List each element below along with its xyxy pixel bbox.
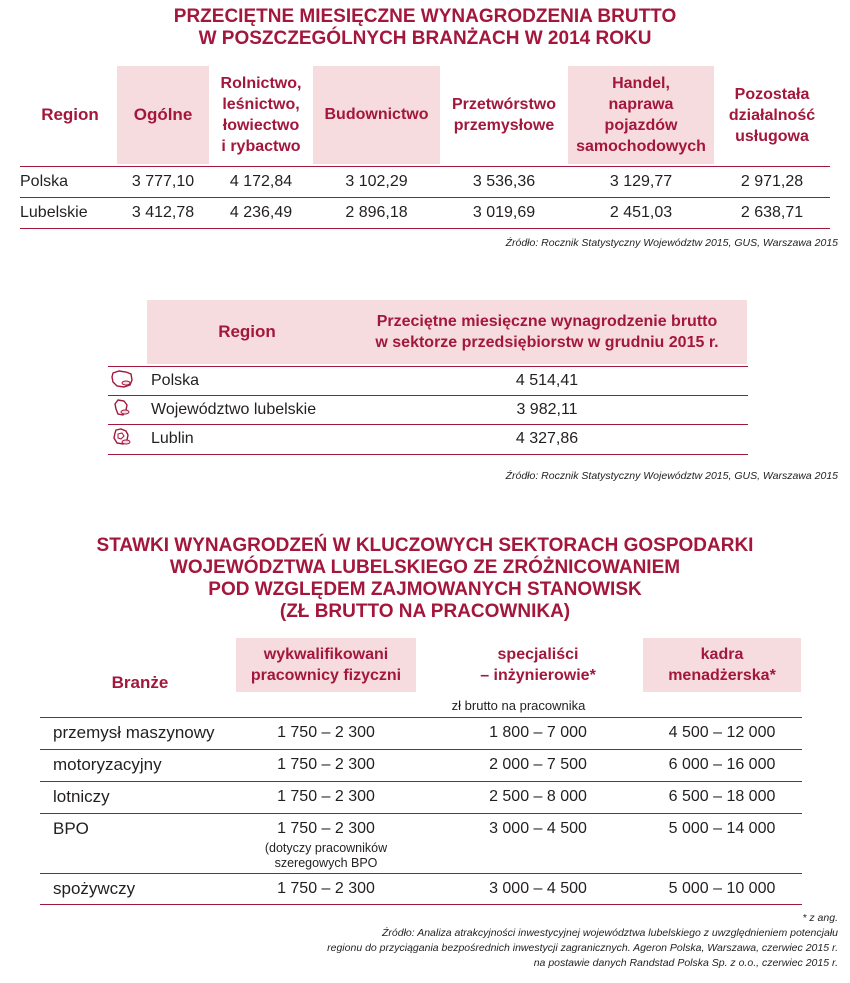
- table3-cell: 6 500 – 18 000: [668, 788, 776, 805]
- table1-header-budownictwo: [313, 66, 440, 164]
- table1-header-line: przemysłowe: [453, 117, 555, 134]
- table1-header-line: samochodowych: [576, 138, 706, 155]
- table2-row-value: 4 327,86: [515, 430, 579, 447]
- table3-source-line: regionu do przyciągania bezpośrednich inwestycji zagranicznych. Ageron Polska, Warszawa, czerwiec 2015 r.: [327, 942, 838, 954]
- table1-header-budownictwo-text: Budownictwo: [324, 106, 429, 123]
- table3-divider: [40, 813, 802, 814]
- table1-cell: 3 412,78: [131, 204, 195, 221]
- lublin-map-icon: [110, 427, 134, 447]
- table1-title: [0, 6, 850, 50]
- table3-divider: [40, 781, 802, 782]
- table3-cell: 2 000 – 7 500: [489, 756, 587, 773]
- table1-header-line: Rolnictwo,: [220, 75, 302, 92]
- table1-header-line: naprawa: [608, 96, 674, 113]
- table1-header-line: działalność: [728, 106, 816, 124]
- table2-header-region: Region: [218, 322, 276, 341]
- table3-header-line: kadra: [700, 646, 744, 663]
- table2-row-label: Województwo lubelskie: [151, 401, 317, 418]
- table3-cell: 5 000 – 14 000: [668, 820, 776, 837]
- table3-header-line: specjaliści: [497, 646, 579, 663]
- table1-header-line: pojazdów: [604, 117, 678, 134]
- table1-cell: 3 019,69: [472, 204, 536, 221]
- table3-row-label: przemysł maszynowy: [53, 723, 215, 742]
- table3-row-label: motoryzacyjny: [53, 755, 162, 774]
- table2-row-value: 3 982,11: [516, 401, 578, 418]
- table1-header-line: i rybactwo: [221, 138, 301, 155]
- table3-source-line: Źródło: Analiza atrakcyjności inwestycyjnej województwa lubelskiego z uwzględnieniem potencjału: [381, 927, 838, 939]
- table1-cell: 2 971,28: [740, 173, 804, 190]
- table2-header-line: w sektorze przedsiębiorstw w grudniu 2015 r.: [375, 334, 719, 351]
- table3-header-branze: Branże: [111, 673, 169, 692]
- table3-header-line: pracownicy fizyczni: [250, 667, 402, 684]
- table3-cell: 1 750 – 2 300: [277, 820, 375, 837]
- table3-cell: 3 000 – 4 500: [489, 820, 587, 837]
- table1-header-rolnictwo: [210, 66, 312, 164]
- table3-header-line: menadżerska*: [668, 667, 776, 684]
- table1-header-line: Pozostała: [734, 85, 810, 103]
- table3-divider: [40, 717, 802, 718]
- table3-cell-note: [236, 840, 416, 872]
- table1-source: Źródło: Rocznik Statystyczny Województw 2015, GUS, Warszawa 2015: [505, 237, 838, 249]
- table3-cell: 1 750 – 2 300: [277, 756, 375, 773]
- table1-header-line: łowiectwo: [222, 117, 300, 134]
- table3-header-col2: [448, 638, 628, 692]
- table3-title-line: (ZŁ BRUTTO NA PRACOWNIKA): [279, 601, 571, 622]
- table1-header-przetworstwo: [440, 66, 568, 164]
- table3-row-label: spożywczy: [53, 879, 136, 898]
- table2-row-value: 4 514,41: [515, 372, 579, 389]
- table3-cell: 5 000 – 10 000: [668, 880, 776, 897]
- table3-cell: 4 500 – 12 000: [668, 724, 776, 741]
- table3-header-col3: [643, 638, 801, 692]
- table2-header-value: [347, 300, 747, 364]
- table1-cell: 2 896,18: [345, 204, 408, 221]
- table1-divider: [20, 197, 830, 198]
- table3-cell: 2 500 – 8 000: [489, 788, 587, 805]
- table3-source-line: na postawie danych Randstad Polska Sp. z o.o., czerwiec 2015 r.: [533, 957, 838, 969]
- table2-row-label: Polska: [151, 372, 200, 389]
- table1-divider: [20, 228, 830, 229]
- table2-source: Źródło: Rocznik Statystyczny Województw 2015, GUS, Warszawa 2015: [505, 470, 838, 482]
- table3-row-label: lotniczy: [53, 787, 110, 806]
- table3-cell: 6 000 – 16 000: [668, 756, 776, 773]
- table3-title-line: WOJEWÓDZTWA LUBELSKIEGO ZE ZRÓŻNICOWANIEM: [169, 557, 681, 578]
- table2-divider: [108, 454, 748, 455]
- table3-cell: 1 750 – 2 300: [277, 724, 375, 741]
- table3-note-line: szeregowych BPO: [274, 856, 378, 870]
- table2-row-label: Lublin: [151, 430, 194, 447]
- table3-divider: [40, 873, 802, 874]
- table1-title-line: W POSZCZEGÓLNYCH BRANŻACH W 2014 ROKU: [198, 28, 652, 49]
- table1-header-handel: [568, 66, 714, 164]
- table3-cell: 1 750 – 2 300: [277, 788, 375, 805]
- table3-unit-note: zł brutto na pracownika: [451, 697, 586, 713]
- table1-cell: 4 236,49: [229, 204, 293, 221]
- table3-note-line: (dotyczy pracowników: [264, 841, 388, 855]
- table3-header-line: – inżynierowie*: [480, 667, 596, 684]
- table1-header-line: Handel,: [612, 75, 670, 92]
- table1-header-line: Przetwórstwo: [451, 96, 556, 113]
- table3-title: [0, 535, 850, 623]
- table3-title-line: STAWKI WYNAGRODZEŃ W KLUCZOWYCH SEKTORACH GOSPODARKI: [96, 535, 754, 556]
- table1-header-ogolne-text: Ogólne: [133, 105, 193, 124]
- poland-map-icon: [110, 369, 134, 389]
- table1-cell: 3 102,29: [345, 173, 408, 190]
- table3-cell: 1 800 – 7 000: [489, 724, 587, 741]
- table1-cell: 2 451,03: [609, 204, 673, 221]
- table1-cell: 3 129,77: [609, 173, 673, 190]
- table1-divider: [20, 166, 830, 167]
- table3-footnote: * z ang.: [802, 912, 838, 924]
- lubelskie-map-icon: [110, 398, 134, 418]
- table2-header-line: Przeciętne miesięczne wynagrodzenie brutto: [376, 313, 718, 330]
- table1-header-line: leśnictwo,: [222, 96, 300, 113]
- table1-header-pozostala: [714, 66, 830, 164]
- table3-title-line: POD WZGLĘDEM ZAJMOWANYCH STANOWISK: [208, 579, 642, 600]
- table3-header-line: wykwalifikowani: [263, 646, 389, 663]
- table1-header-ogolne: [117, 66, 209, 164]
- table1-header-line: usługowa: [735, 127, 809, 145]
- table1-cell: 4 172,84: [229, 173, 293, 190]
- table3-row-label: BPO: [53, 819, 89, 838]
- table3-divider: [40, 749, 802, 750]
- table1-cell: 3 777,10: [131, 173, 195, 190]
- table1-title-line: PRZECIĘTNE MIESIĘCZNE WYNAGRODZENIA BRUTTO: [173, 6, 677, 27]
- table3-cell: 1 750 – 2 300: [277, 880, 375, 897]
- table1-row-label: Polska: [20, 173, 69, 190]
- table1-cell: 2 638,71: [740, 204, 804, 221]
- table1-header-region: [20, 66, 120, 164]
- table3-source: [327, 926, 838, 971]
- table1-header-region-text: Region: [41, 105, 99, 124]
- table3-cell: 3 000 – 4 500: [489, 880, 587, 897]
- table1-cell: 3 536,36: [472, 173, 536, 190]
- table3-header-col1: [236, 638, 416, 692]
- table1-row-label: Lubelskie: [20, 204, 88, 221]
- table3-divider: [40, 904, 802, 905]
